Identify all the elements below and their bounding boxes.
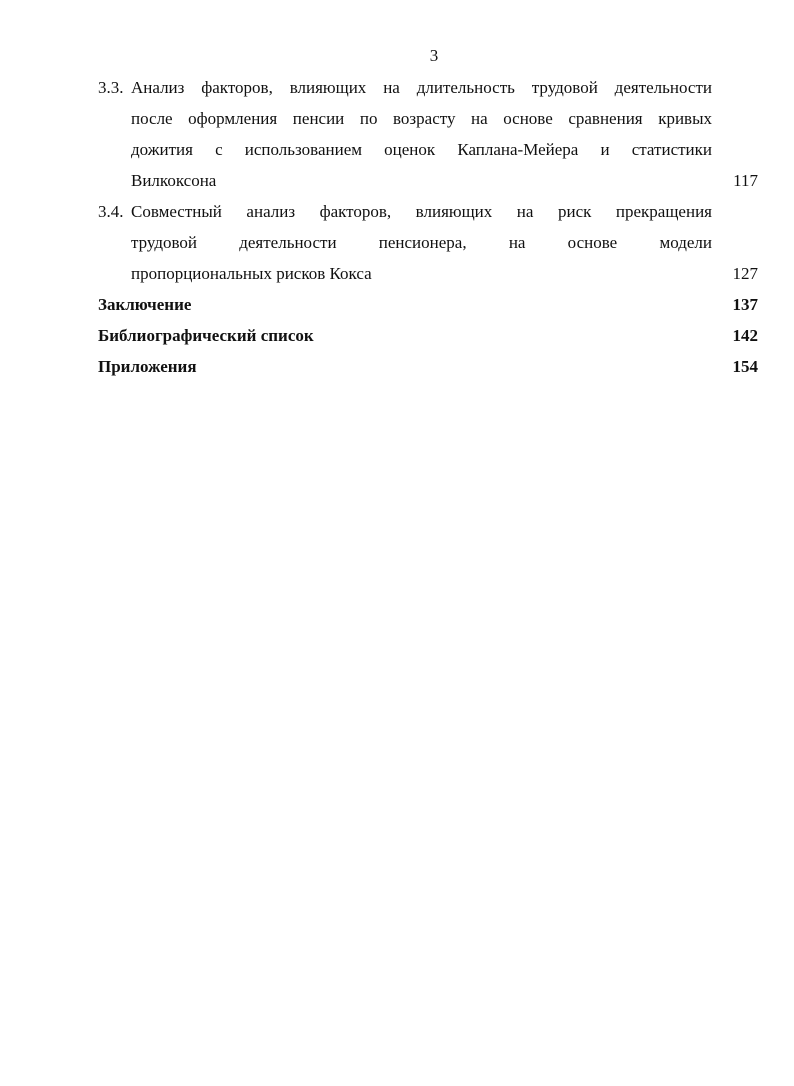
toc-entry-conclusion (98, 289, 758, 320)
toc-entry-page: 127 (732, 264, 758, 283)
toc-entry-bibliography (98, 320, 758, 351)
toc-entry-number: 3.3. (98, 78, 124, 97)
toc-entry-page: 154 (732, 357, 758, 376)
toc-entry-line: Совместный анализ факторов, влияющих на риск прекращения (131, 202, 712, 221)
toc-entry-page: 117 (733, 171, 758, 190)
toc-entry-title (131, 196, 712, 289)
toc-entry-line: после оформления пенсии по возрасту на основе сравнения кривых (131, 109, 712, 128)
toc-entry-title: Заключение (98, 295, 192, 314)
toc-entry-line: Анализ факторов, влияющих на длительность трудовой деятельности (131, 78, 712, 97)
toc-entry-page: 137 (732, 295, 758, 314)
toc-entry-line: трудовой деятельности пенсионера, на основе модели (131, 233, 712, 252)
toc-entry-page: 142 (732, 326, 758, 345)
toc-entry-title: Приложения (98, 357, 197, 376)
toc-entry-3-3 (98, 72, 758, 196)
toc-entry-number: 3.4. (98, 202, 124, 221)
toc-entry-line: Вилкоксона (131, 171, 217, 190)
table-of-contents (98, 72, 758, 382)
toc-entry-line: дожития с использованием оценок Каплана-Мейера и статистики (131, 140, 712, 159)
toc-entry-title: Библиографический список (98, 326, 314, 345)
toc-entry-appendices (98, 351, 758, 382)
toc-entry-title (131, 72, 712, 196)
page-number: 3 (429, 46, 439, 65)
toc-entry-3-4 (98, 196, 758, 289)
toc-entry-line: пропорциональных рисков Кокса (131, 264, 372, 283)
